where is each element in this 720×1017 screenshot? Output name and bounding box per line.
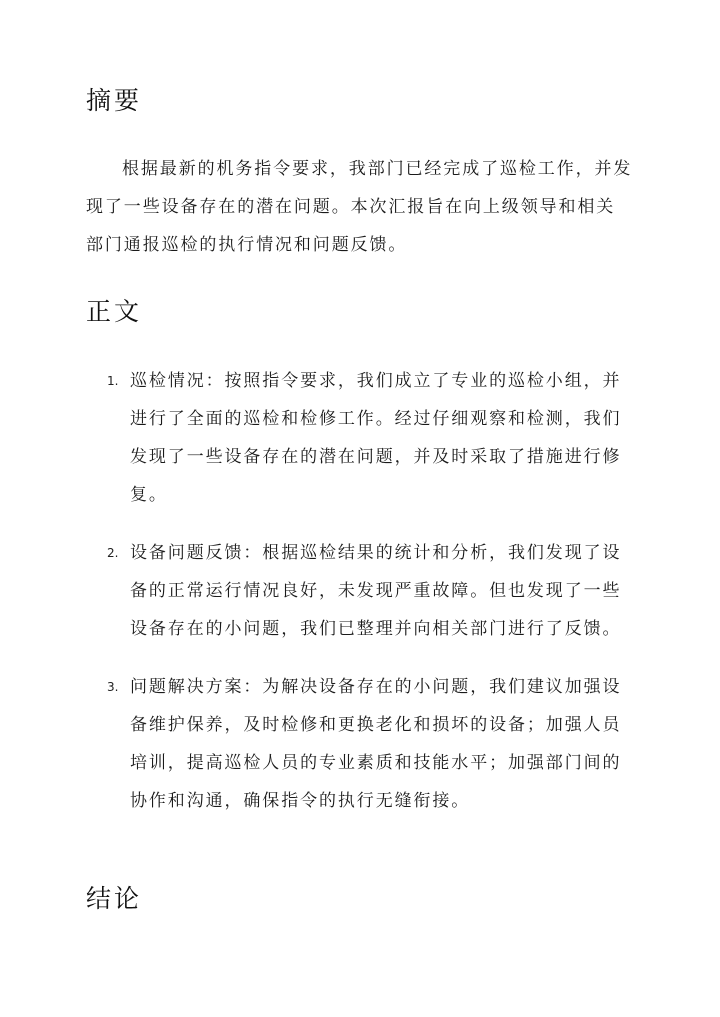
list-item bbox=[0, 668, 630, 820]
conclusion-heading: 结论 bbox=[86, 884, 143, 913]
list-item-number: 1. bbox=[107, 374, 119, 388]
list-item-number: 2. bbox=[107, 546, 119, 560]
body-heading: 正文 bbox=[86, 297, 143, 326]
list-item-number: 3. bbox=[107, 680, 119, 694]
abstract-paragraph: 根据最新的机务指令要求，我部门已经完成了巡检工作，并发现了一些设备存在的潜在问题。本次汇报旨在向上级领导和相关部门通报巡检的执行情况和问题反馈。 bbox=[86, 159, 633, 255]
list-item-text: 巡检情况：按照指令要求，我们成立了专业的巡检小组，并进行了全面的巡检和检修工作。经过仔细观察和检测，我们发现了一些设备存在的潜在问题，并及时采取了措施进行修复。 bbox=[130, 371, 622, 505]
list-item-text: 设备问题反馈：根据巡检结果的统计和分析，我们发现了设备的正常运行情况良好，未发现严重故障。但也发现了一些设备存在的小问题，我们已整理并向相关部门进行了反馈。 bbox=[130, 543, 622, 639]
list-item bbox=[0, 534, 630, 648]
body-list bbox=[0, 362, 720, 840]
abstract-heading: 摘要 bbox=[86, 86, 143, 115]
list-item bbox=[0, 362, 630, 514]
list-item-text: 问题解决方案：为解决设备存在的小问题，我们建议加强设备维护保养，及时检修和更换老化和损坏的设备；加强人员培训，提高巡检人员的专业素质和技能水平；加强部门间的协作和沟通，确保指令的执行无缝衔接。 bbox=[130, 677, 622, 811]
